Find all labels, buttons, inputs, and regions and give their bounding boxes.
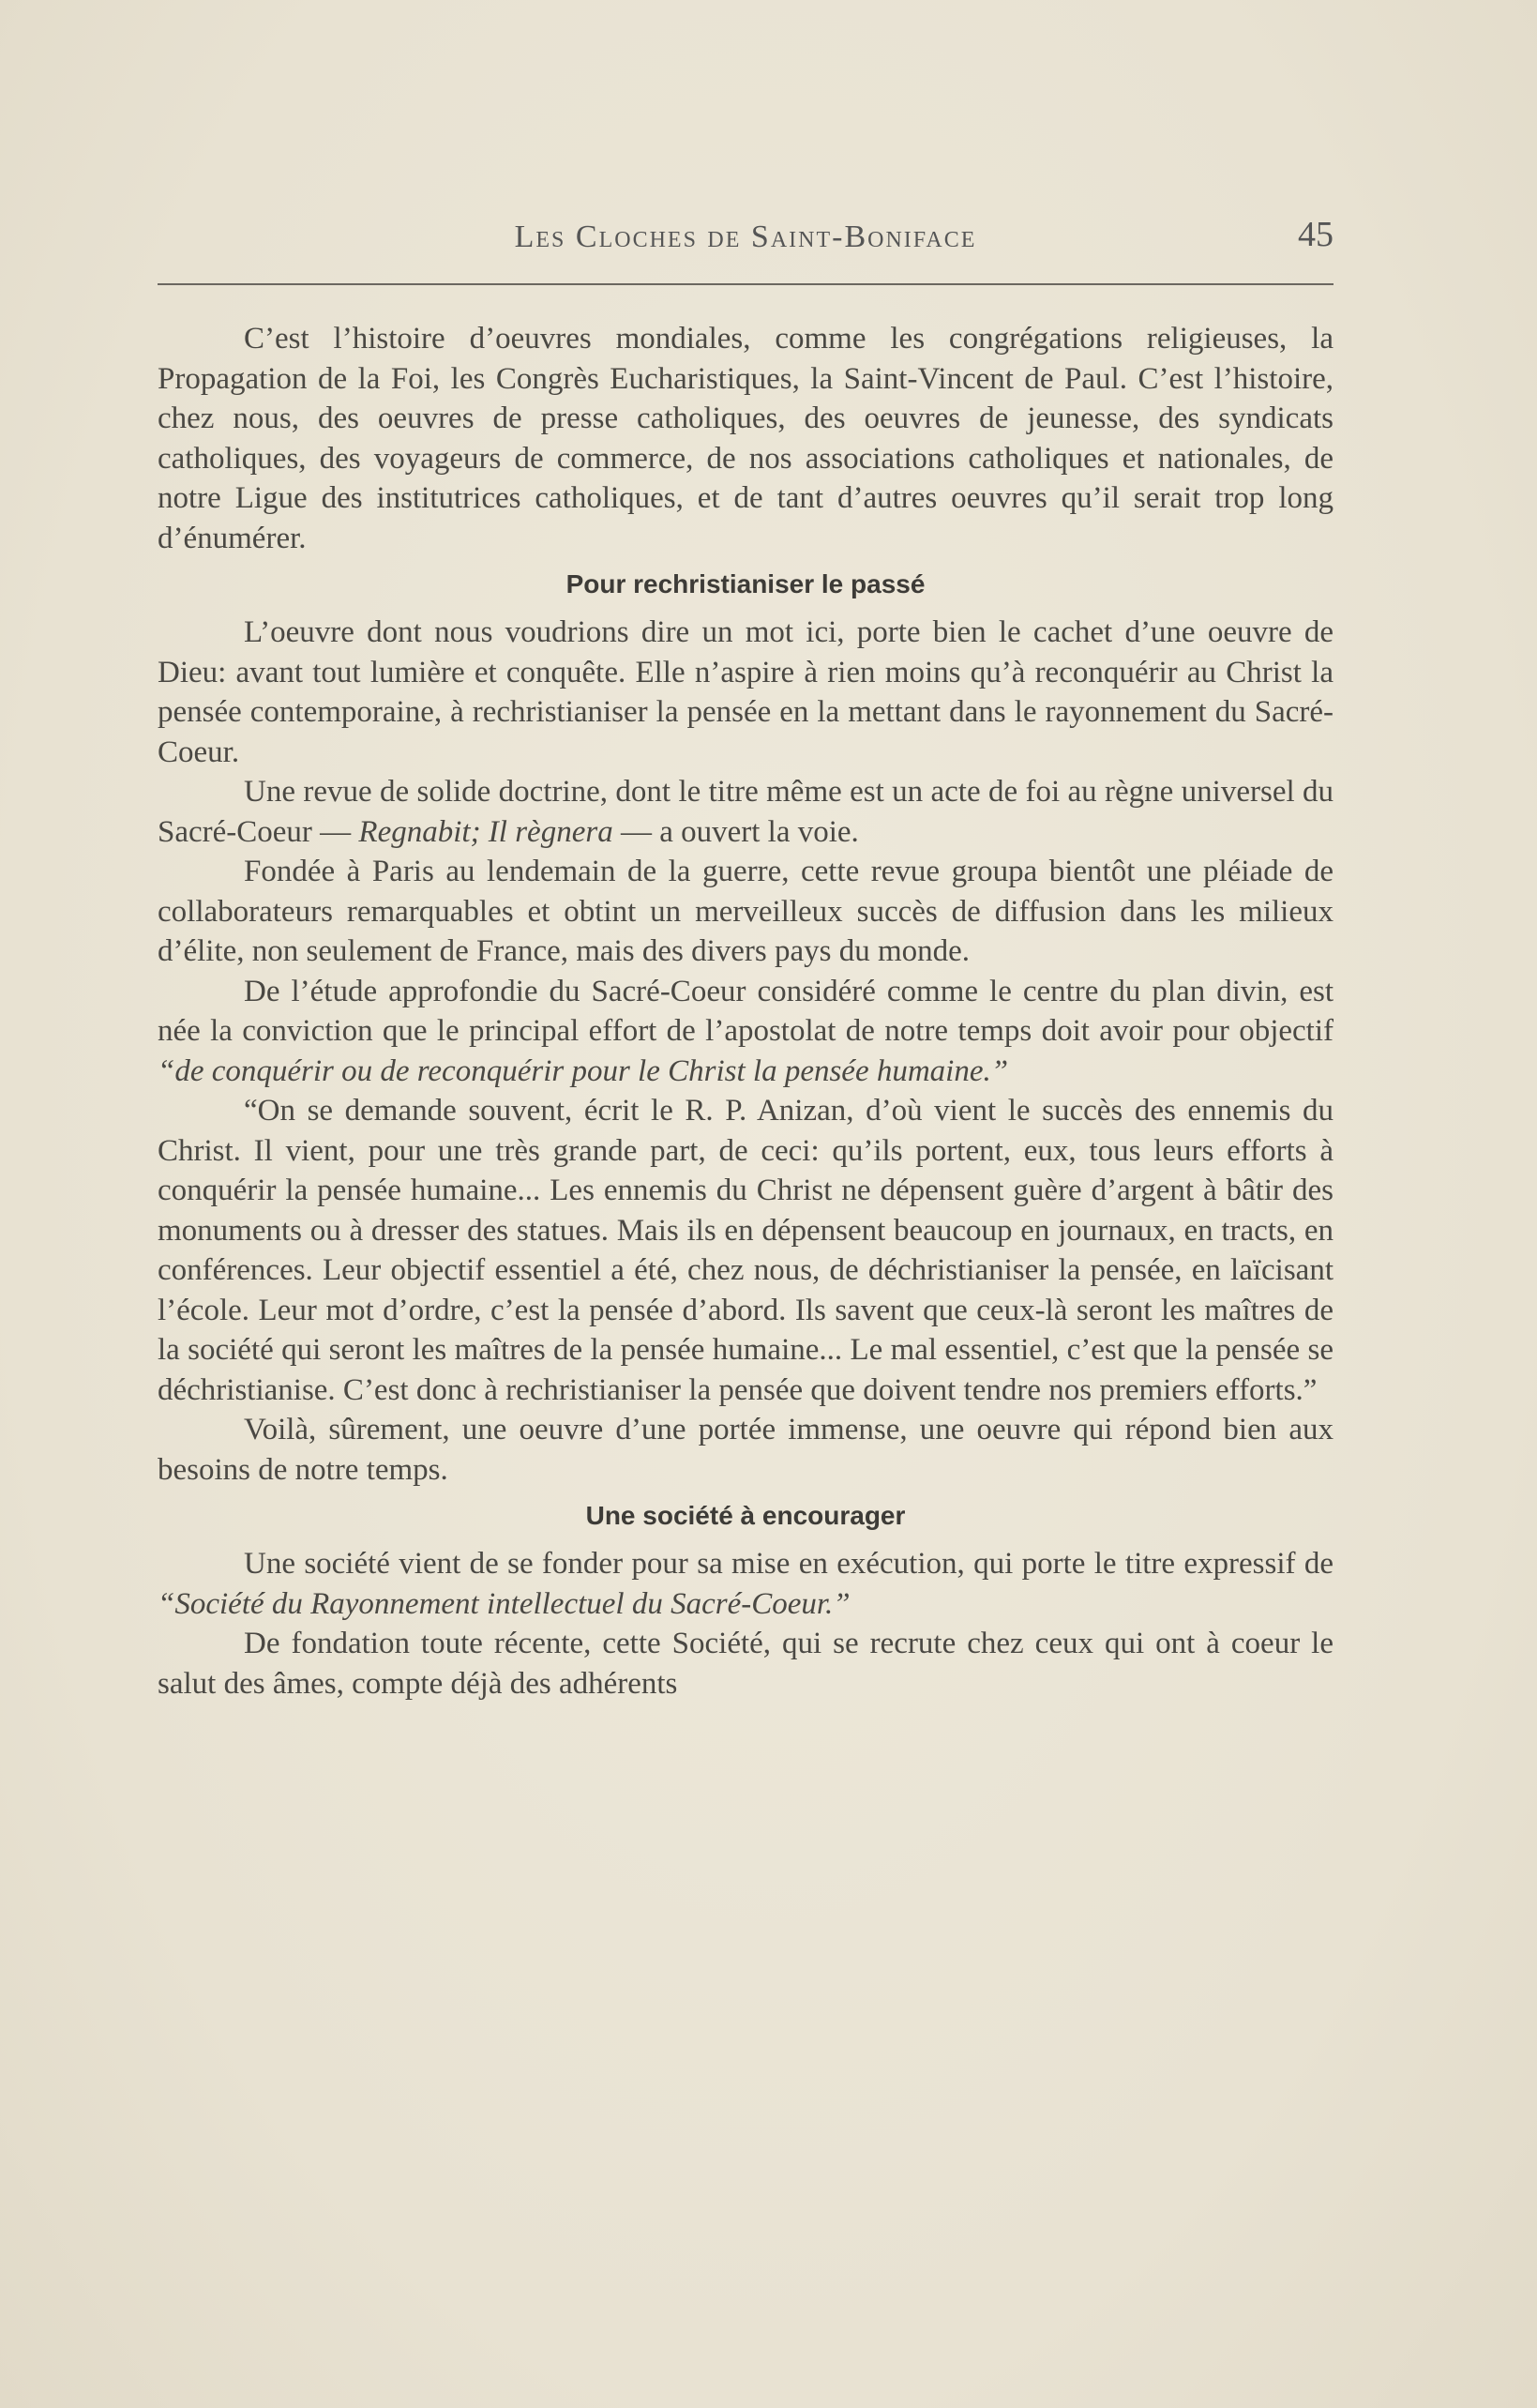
text-run: Une société vient de se fonder pour sa mise en exécution, qui porte le titre expressif de (244, 1547, 1334, 1581)
text-run: — a ouvert la voie. (612, 814, 859, 849)
body-text (158, 319, 1334, 1704)
text-run: Une revue de solide doctrine, dont le titre même est un acte de foi au règne universel du Sacré-Coeur — (158, 775, 1334, 849)
italic-society-name: “Société du Rayonnement intellectuel du Sacré-Coeur.” (158, 1586, 851, 1621)
paragraph: De fondation toute récente, cette Société, qui se recrute chez ceux qui ont à coeur le salut des âmes, compte déjà des adhérents (158, 1627, 1334, 1701)
page-number: 45 (1298, 215, 1334, 254)
paragraph: C’est l’histoire d’oeuvres mondiales, comme les congrégations religieuses, la Propagation de la Foi, les Congrès Eucharistiques, la Saint-Vincent de Paul. C’est l’histoire, chez nous, des oeuvres de presse catholiques, des oeuvres de jeunesse, des syndicats catholiques, des voyageurs de commerce, de nos associations catholiques et nationales, de notre Ligue des institutrices catholiques, et de tant d’autres oeuvres qu’il serait trop long d’énumérer. (158, 322, 1334, 555)
header-rule (158, 283, 1334, 285)
text-run: De l’étude approfondie du Sacré-Coeur considéré comme le centre du plan divin, est née la conviction que le principal effort de l’apostolat de notre temps doit avoir pour objectif (158, 974, 1334, 1048)
paragraph (158, 972, 1334, 1092)
paragraph: L’oeuvre dont nous voudrions dire un mot ici, porte bien le cachet d’une oeuvre de Dieu: avant tout lumière et conquête. Elle n’aspire à rien moins qu’à reconquérir au Christ la pensée contemporaine, à rechristianiser la pensée en la mettant dans le rayonnement du Sacré-Coeur. (158, 615, 1334, 769)
section-heading: Pour rechristianiser le passé (565, 569, 926, 598)
italic-quote: “de conquérir ou de reconquérir pour le Christ la pensée humaine.” (158, 1053, 1009, 1088)
section-heading: Une société à encourager (585, 1501, 906, 1530)
paragraph: Voilà, sûrement, une oeuvre d’une portée immense, une oeuvre qui répond bien aux besoins de notre temps. (158, 1413, 1334, 1487)
italic-title: Regnabit; Il règnera (358, 814, 613, 849)
page-header (158, 214, 1334, 261)
quote-paragraph: “On se demande souvent, écrit le R. P. Anizan, d’où vient le succès des ennemis du Christ. Il vient, pour une très grande part, de ceci: qu’ils portent, eux, tous leurs efforts à conquérir la pensée humaine... Les ennemis du Christ ne dépensent guère d’argent à bâtir des monuments ou à dresser des statues. Mais ils en dépensent beaucoup en journaux, en tracts, en conférences. Leur objectif essentiel a été, chez nous, de déchristianiser la pensée, en laïcisant l’école. Leur mot d’ordre, c’est la pensée d’abord. Ils savent que ceux-là seront les maîtres de la société qui seront les maîtres de la pensée humaine... Le mal essentiel, c’est que la pensée se déchristianise. C’est donc à rechristianiser la pensée que doivent tendre nos premiers efforts.” (158, 1094, 1334, 1407)
paragraph (158, 772, 1334, 852)
running-title: Les Cloches de Saint-Boniface (514, 220, 977, 254)
paragraph (158, 1544, 1334, 1624)
paragraph: Fondée à Paris au lendemain de la guerre, cette revue groupa bientôt une pléiade de collaborateurs remarquables et obtint un merveilleux succès de diffusion dans les milieux d’élite, non seulement de France, mais des divers pays du monde. (158, 855, 1334, 968)
